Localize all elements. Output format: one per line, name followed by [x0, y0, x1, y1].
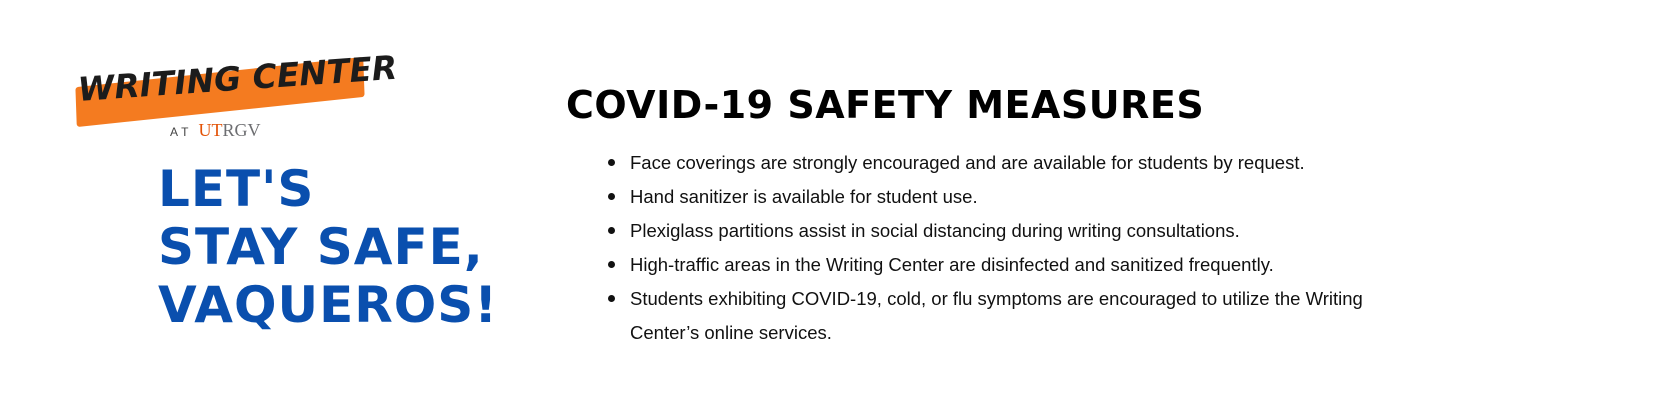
headline-line-1: LET'S: [158, 160, 315, 218]
safety-measures-list: [608, 146, 1408, 350]
headline-line-2: STAY SAFE,: [158, 218, 484, 276]
bullet-icon: [608, 227, 615, 234]
writing-center-logo: [76, 47, 399, 142]
section-title: COVID-19 SAFETY MEASURES: [566, 83, 1205, 127]
list-item: [608, 248, 1408, 282]
list-item: [608, 146, 1408, 180]
list-item: [608, 282, 1408, 350]
list-item: [608, 214, 1408, 248]
headline-line-3: VAQUEROS!: [158, 276, 499, 334]
headline: [158, 160, 538, 334]
logo-at-text: AT: [170, 125, 193, 139]
logo-title: WRITING CENTER: [76, 47, 399, 109]
logo-subtitle: [170, 120, 260, 140]
list-item-text: Hand sanitizer is available for student use.: [630, 186, 978, 207]
logo-ut-text: UT: [198, 120, 223, 140]
list-item-text: Students exhibiting COVID-19, cold, or flu symptoms are encouraged to utilize the Writing Center’s online services.: [630, 288, 1363, 343]
bullet-icon: [608, 261, 615, 268]
bullet-icon: [608, 193, 615, 200]
bullet-icon: [608, 159, 615, 166]
list-item-text: Face coverings are strongly encouraged and are available for students by request.: [630, 152, 1305, 173]
logo-rgv-text: RGV: [222, 120, 261, 140]
bullet-icon: [608, 295, 615, 302]
list-item-text: Plexiglass partitions assist in social distancing during writing consultations.: [630, 220, 1240, 241]
list-item-text: High-traffic areas in the Writing Center are disinfected and sanitized frequently.: [630, 254, 1274, 275]
list-item: [608, 180, 1408, 214]
